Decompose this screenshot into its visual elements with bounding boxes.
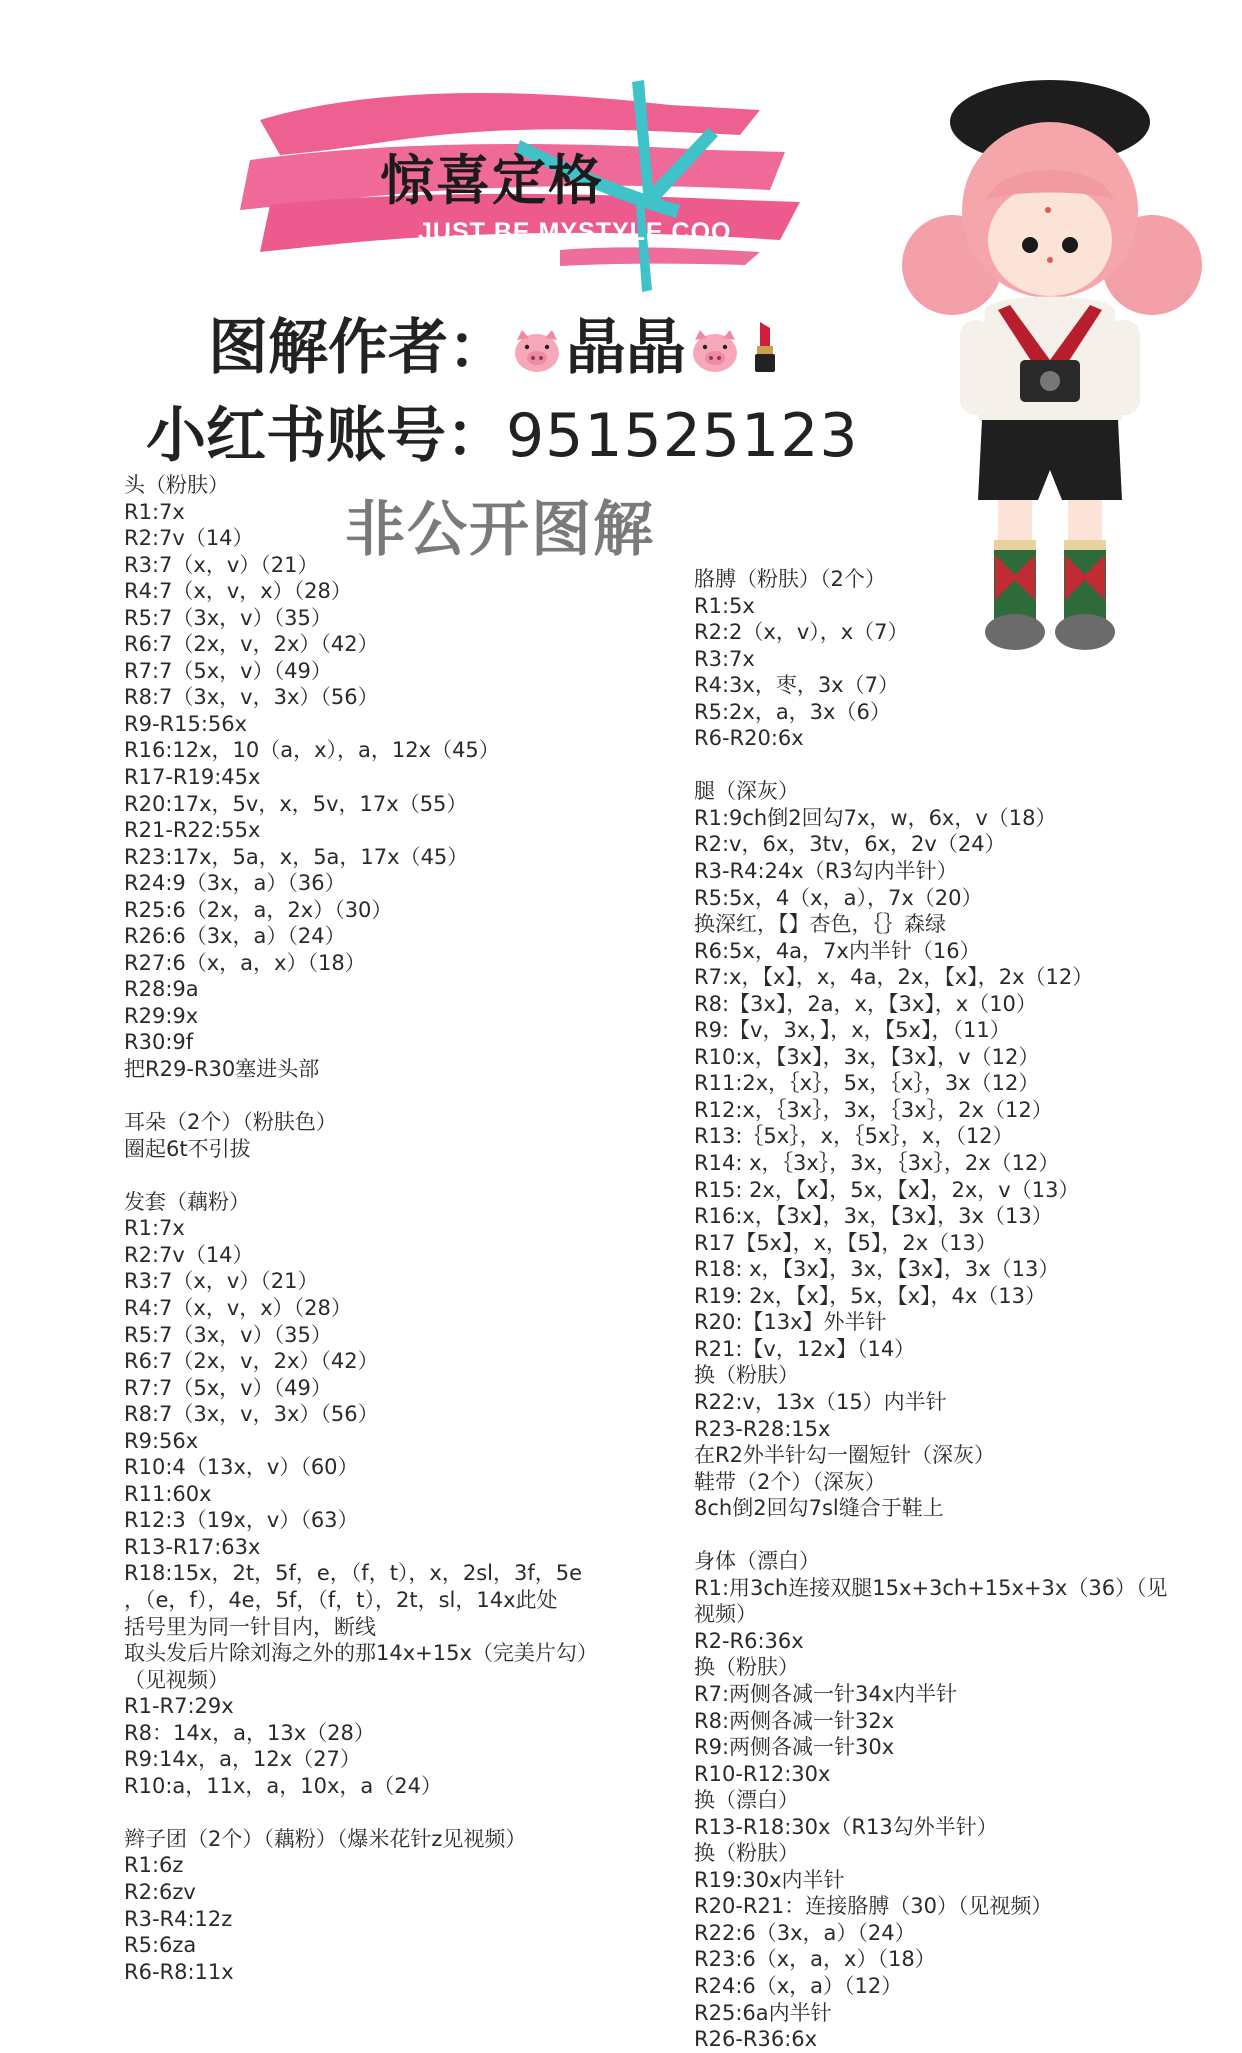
pattern-line: R9:56x [124,1428,199,1453]
pattern-line: R2:7v（14） [124,1242,254,1267]
pattern-line: R23:17x，5a，x，5a，17x（45） [124,844,469,869]
pattern-line: R6:7（2x，v，2x）（42） [124,1349,379,1374]
pattern-line [124,1162,644,1189]
pattern-line: R8:7（3x，v，3x）（56） [124,685,379,710]
pattern-line: R4:3x，枣，3x（7） [694,673,899,698]
pattern-line: R1-R7:29x [124,1694,234,1719]
pattern-line: R22:6（3x，a）（24） [694,1920,916,1945]
pattern-line: R20:17x，5v，x，5v，17x（55） [124,791,468,816]
account-number: 951525123 [506,401,859,471]
pattern-line: 耳朵（2个）（粉肤色） [124,1110,337,1135]
pattern-line: 发套（藕粉） [124,1189,250,1214]
pattern-line: R8:7（3x，v，3x）（56） [124,1402,379,1427]
pattern-line: R26:6（3x，a）（24） [124,924,346,949]
pattern-line: R7:两侧各减一针34x内半针 [694,1681,958,1706]
lipstick-icon [748,318,782,374]
pattern-line: R5:7（3x，v）（35） [124,1322,332,1347]
pattern-line: R6-R20:6x [694,726,804,751]
pattern-line: 胳膊（粉肤）（2个） [694,567,886,591]
pattern-line: R24:9（3x，a）（36） [124,871,346,896]
pattern-line: R10:4（13x，v）（60） [124,1455,359,1480]
pattern-line: 辫子团（2个）（藕粉）（爆米花针z见视频） [124,1826,527,1851]
author-line [208,300,782,386]
pattern-line: R9:【v，3x，】，x，【5x】，（11） [694,1018,1011,1043]
pattern-line: R14: x，｛3x｝，3x，｛3x｝，2x（12） [694,1151,1060,1176]
pattern-line: R8：14x，a，13x（28） [124,1720,375,1745]
banner-title: 惊喜定格 [380,149,604,212]
pattern-line: R5:6za [124,1933,197,1958]
author-name: 晶晶 [566,313,686,383]
pattern-line: 换（粉肤） [694,1841,799,1866]
pattern-line: R1:7x [124,499,185,524]
pattern-line: R17【5x】，x，【5】，2x（13） [694,1230,997,1255]
non-public-watermark: 非公开图解 [345,495,655,565]
banner-subtitle: JUST BE MYSTYLE COO [418,218,732,246]
pattern-line: R11:60x [124,1481,212,1506]
pattern-line: R21:【v，12x】（14） [694,1336,916,1361]
pattern-line: R8:两侧各减一针32x [694,1708,895,1733]
pattern-line: R5:5x，4（x，a），7x（20） [694,885,983,910]
pattern-line: R18:15x，2t，5f，e，（f，t），x，2sl，3f，5e [124,1561,583,1586]
pattern-line: 头（粉肤） [124,473,229,497]
pattern-line: R20:【13x】外半针 [694,1310,887,1335]
pattern-line: R13:｛5x｝，x，｛5x｝，x，（12） [694,1124,1014,1149]
pattern-line: R6-R8:11x [124,1959,234,1984]
pattern-line: R9:14x，a，12x（27） [124,1747,361,1772]
pattern-line: R10:a，11x，a，10x，a（24） [124,1773,443,1798]
pattern-line: R1:6z [124,1853,184,1878]
pattern-line: 换（粉肤） [694,1655,799,1680]
account-label: 小红书账号： [146,401,506,471]
pattern-line: R3:7（x，v）（21） [124,1269,319,1294]
pattern-line: （见视频） [124,1667,229,1692]
pattern-line: R2-R6:36x [694,1628,804,1653]
pattern-line: R6:5x，4a，7x内半针（16） [694,938,981,963]
pattern-line: R9:两侧各减一针30x [694,1735,895,1760]
left-pattern-column [124,472,644,1985]
pattern-line: R29:9x [124,1003,199,1028]
pattern-line: R16:x，【3x】，3x，【3x】，3x（13） [694,1204,1053,1229]
pig-face-icon [512,319,562,365]
pattern-line: R12:3（19x，v）（63） [124,1508,359,1533]
pattern-line: ，（e，f），4e，5f，（f，t），2t，sl，14x此处 [124,1587,558,1612]
pattern-line [124,1083,644,1110]
pattern-line: R5:2x，a，3x（6） [694,699,891,724]
pattern-line: R5:7（3x，v）（35） [124,605,332,630]
pattern-line: 括号里为同一针目内，断线 [124,1614,376,1639]
pattern-line: R4:7（x，v，x）（28） [124,1295,352,1320]
pattern-line: R10-R12:30x [694,1761,831,1786]
right-pattern-column [694,566,1214,2053]
pattern-line: R9-R15:56x [124,711,248,736]
pattern-line: R28:9a [124,977,199,1002]
pattern-line: R19: 2x，【x】，5x，【x】，4x（13） [694,1283,1047,1308]
pattern-line: R30:9f [124,1030,194,1055]
pattern-line: R25:6（2x，a，2x）（30） [124,897,393,922]
pig-face-icon [690,319,740,365]
pattern-line: R3-R4:12z [124,1906,233,1931]
pattern-line: 鞋带（2个）（深灰） [694,1469,886,1494]
pattern-line: R2:2（x，v），x（7） [694,620,909,645]
pattern-line: R18: x，【3x】，3x，【3x】，3x（13） [694,1257,1060,1282]
pattern-line: R13-R18:30x（R13勾外半针） [694,1814,998,1839]
pattern-line: 在R2外半针勾一圈短针（深灰） [694,1443,995,1468]
pattern-line: R10:x，【3x】，3x，【3x】，v（12） [694,1044,1040,1069]
pattern-line: 8ch倒2回勾7sl缝合于鞋上 [694,1496,944,1521]
pattern-line: R1:用3ch连接双腿15x+3ch+15x+3x（36）（见 [694,1575,1168,1600]
pattern-line: R3-R4:24x（R3勾内半针） [694,859,958,884]
pattern-line: R7:7（5x，v）（49） [124,1375,332,1400]
pattern-line: R1:5x [694,593,755,618]
pattern-line: R23:6（x，a，x）（18） [694,1947,936,1972]
pattern-line: R3:7x [694,646,755,671]
pattern-line: 把R29-R30塞进头部 [124,1057,320,1082]
pattern-line: R15: 2x，【x】，5x，【x】，2x，v（13） [694,1177,1080,1202]
pattern-line: R24:6（x，a）（12） [694,1973,903,1998]
pattern-line: R13-R17:63x [124,1534,261,1559]
pattern-line: 腿（深灰） [694,779,799,804]
pattern-line: R21-R22:55x [124,818,261,843]
pattern-line: R26-R36:6x [694,2027,818,2052]
pattern-line: 取头发后片除刘海之外的那14x+15x（完美片勾） [124,1641,598,1666]
pattern-line: R6:7（2x，v，2x）（42） [124,632,379,657]
pattern-line: R20-R21：连接胳膊（30）（见视频） [694,1894,1053,1919]
pattern-line: 换深红，【】杏色，｛｝森绿 [694,912,946,937]
pattern-line: R23-R28:15x [694,1416,831,1441]
pattern-line: R27:6（x，a，x）（18） [124,950,366,975]
pattern-line: R22:v，13x（15）内半针 [694,1389,947,1414]
pattern-line: R1:7x [124,1216,185,1241]
pattern-line: R1:9ch倒2回勾7x，w，6x，v（18） [694,805,1057,830]
pattern-line: R12:x，｛3x｝，3x，｛3x｝，2x（12） [694,1097,1053,1122]
pattern-line: R17-R19:45x [124,765,261,790]
pattern-line: R4:7（x，v，x）（28） [124,579,352,604]
pattern-line [694,1522,1214,1549]
pattern-line: R25:6a内半针 [694,2000,832,2025]
pattern-line: 换（漂白） [694,1788,799,1813]
account-line [146,388,859,474]
pattern-line: 换（粉肤） [694,1363,799,1388]
pattern-line: R19:30x内半针 [694,1867,845,1892]
pattern-line: R7:7（5x，v）（49） [124,658,332,683]
pattern-line: R16:12x，10（a，x），a，12x（45） [124,738,500,763]
pattern-line: R2:7v（14） [124,526,254,551]
pattern-line [694,752,1214,779]
pattern-line: 视频） [694,1602,757,1627]
pattern-line: R8:【3x】，2a，x，【3x】，x（10） [694,991,1037,1016]
pattern-line: R2:v，6x，3tv，6x，2v（24） [694,832,1006,857]
pattern-line: 圈起6t不引拔 [124,1136,251,1161]
pattern-line: R3:7（x，v）（21） [124,552,319,577]
author-label: 图解作者： [208,313,508,383]
pattern-line: R2:6zv [124,1879,196,1904]
pattern-line: R7:x，【x】，x，4a，2x，【x】，2x（12） [694,965,1094,990]
pattern-line: 身体（漂白） [694,1549,820,1574]
pattern-line: R11:2x，｛x｝，5x，｛x｝，3x（12） [694,1071,1040,1096]
pattern-line [124,1799,644,1826]
